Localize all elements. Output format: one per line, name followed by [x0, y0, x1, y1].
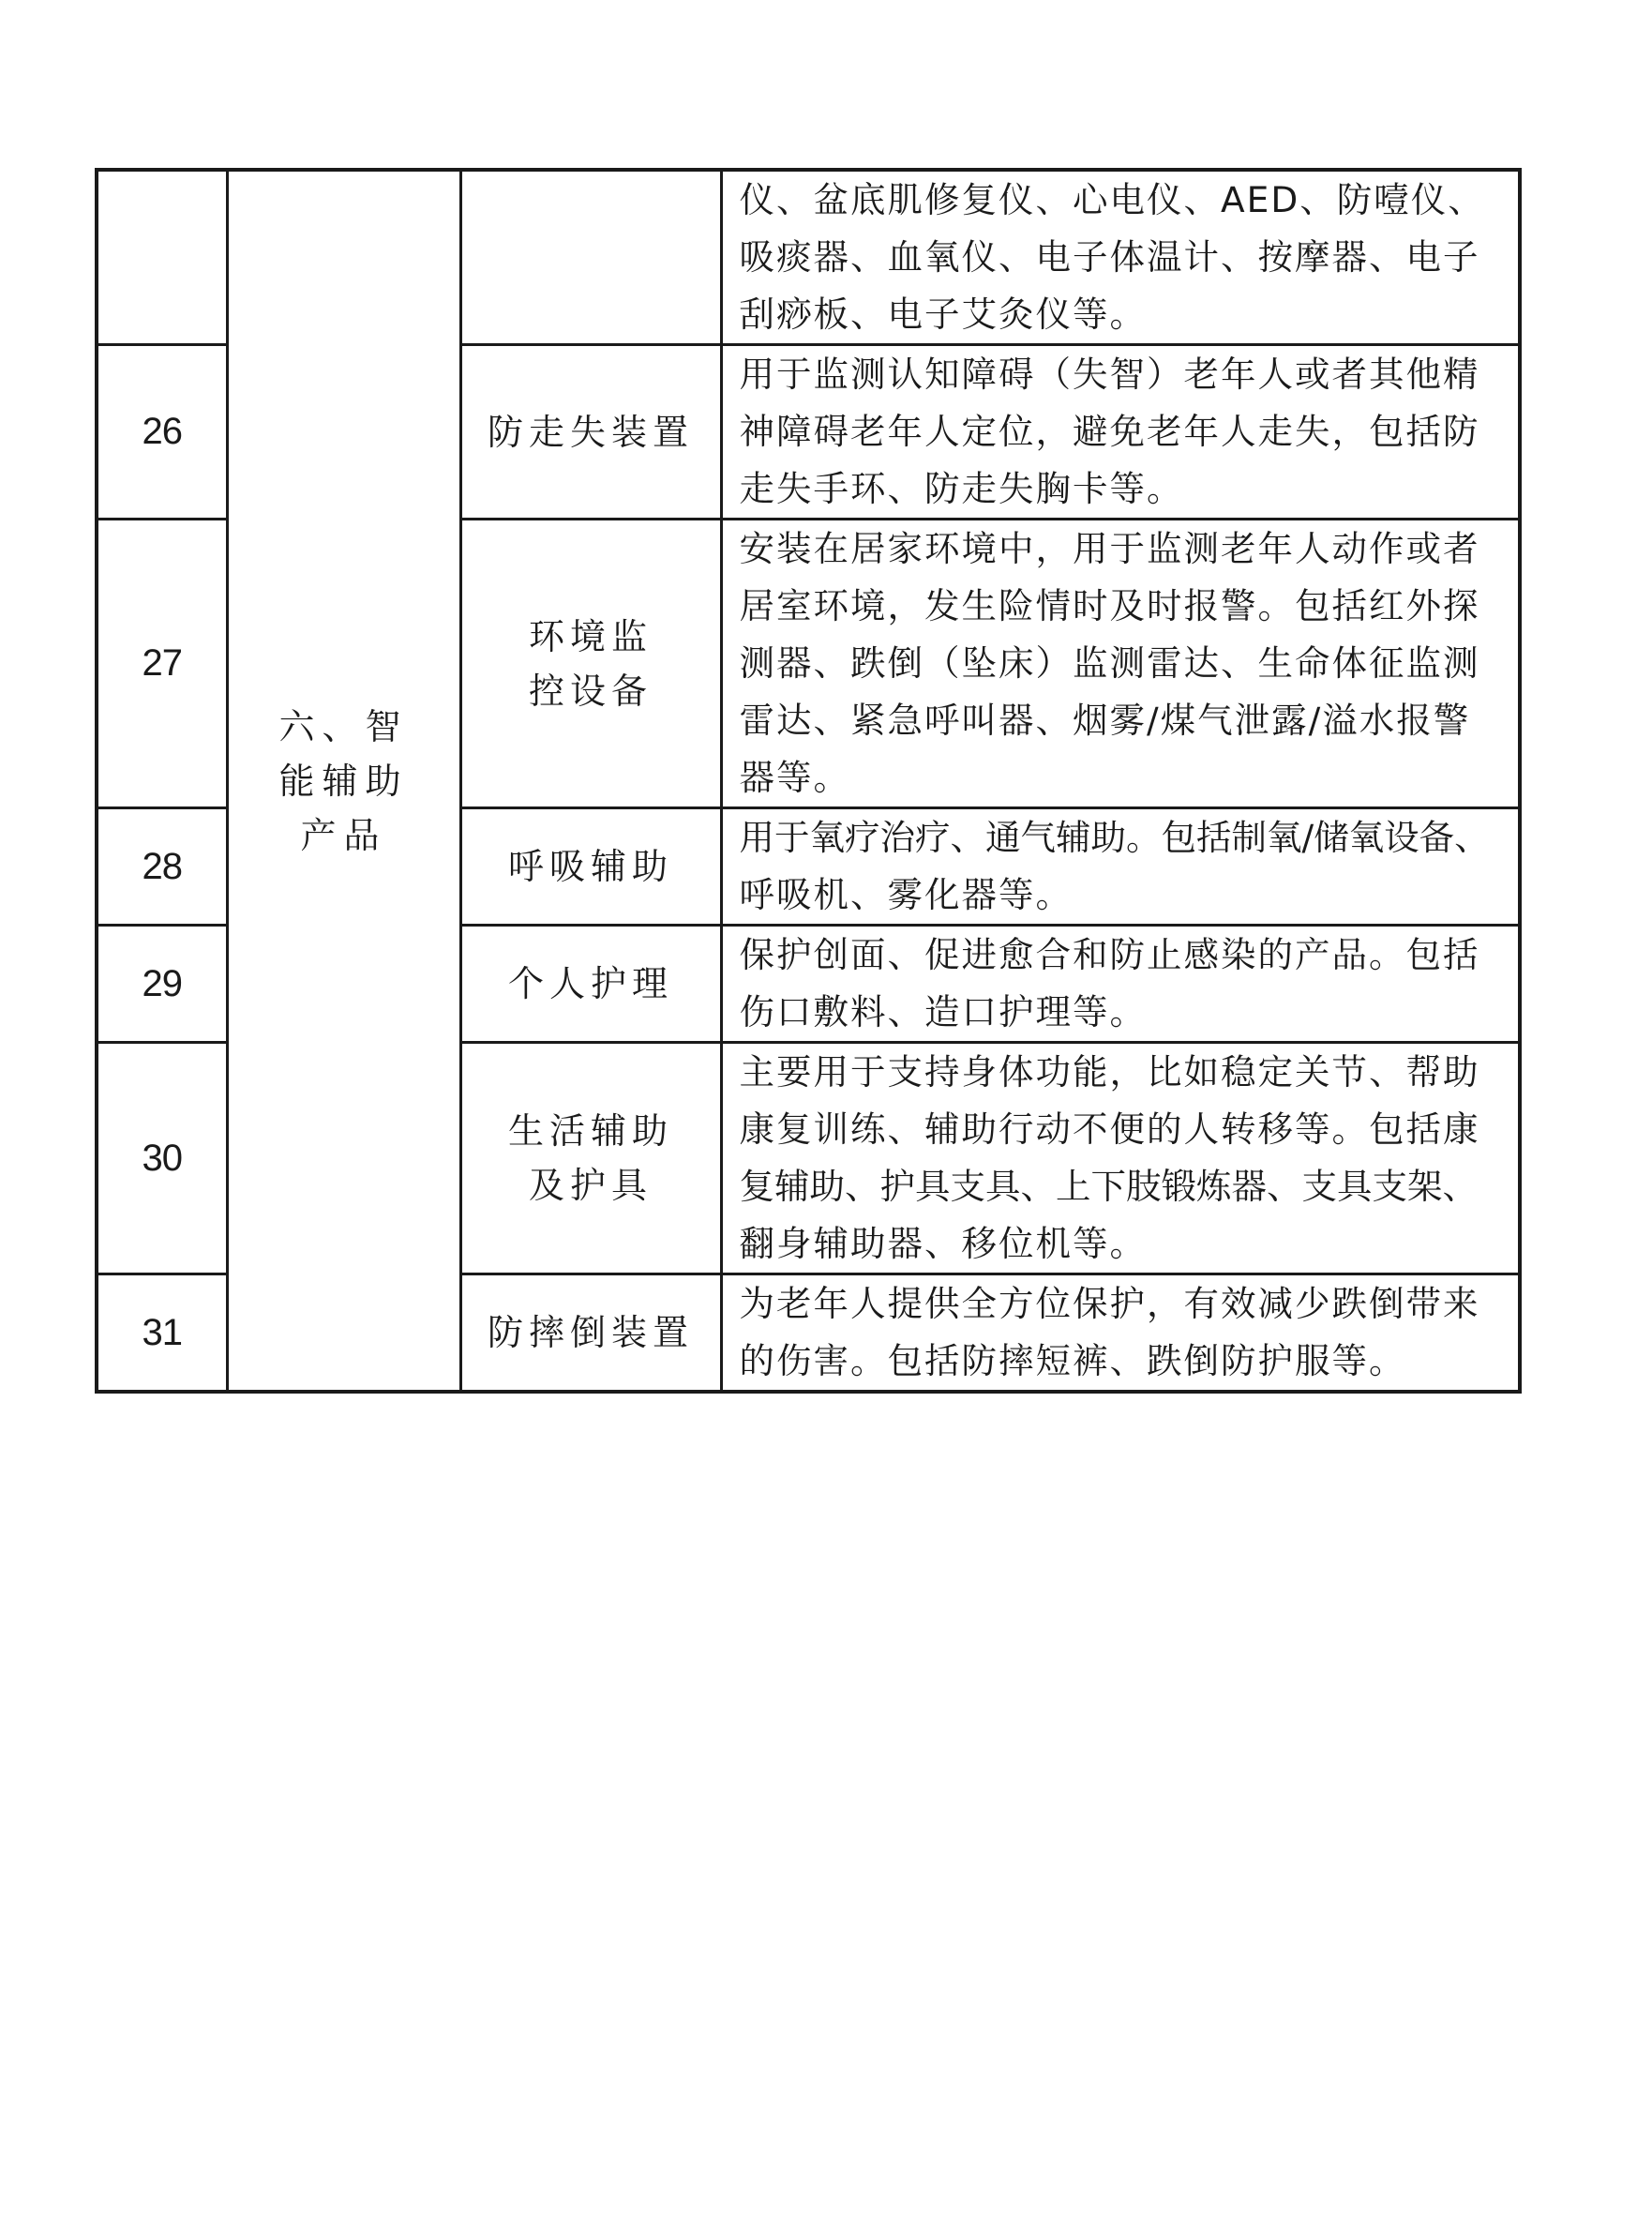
description-line: 的伤害。包括防摔短裤、跌倒防护服等。: [739, 1340, 1406, 1381]
product-description: [721, 170, 1520, 345]
description-line: 用于监测认知障碍（失智）老年人或者其他精: [739, 354, 1480, 395]
description-line: 神障碍老年人定位，避免老年人走失，包括防: [739, 411, 1480, 452]
description-line: 吸痰器、血氧仪、电子体温计、按摩器、电子: [739, 236, 1480, 278]
product-description: [721, 926, 1520, 1043]
row-number: 31: [97, 1274, 227, 1393]
category-cell: [227, 170, 460, 1392]
category-label: 六、智能辅助产品: [278, 705, 409, 856]
product-name: [460, 520, 721, 808]
product-name: 防摔倒装置: [460, 1274, 721, 1393]
description-line: 翻身辅助器、移位机等。: [739, 1223, 1147, 1264]
product-table: [95, 168, 1522, 1394]
product-name: 防走失装置: [460, 345, 721, 520]
description-line: 康复训练、辅助行动不便的人转移等。包括康: [739, 1108, 1480, 1150]
product-name: [460, 170, 721, 345]
product-description: [721, 520, 1520, 808]
description-line: 用于氧疗治疗、通气辅助。包括制氧/储氧设备、: [739, 817, 1490, 858]
product-description: [721, 808, 1520, 926]
description-line: 仪、盆底肌修复仪、心电仪、AED、防噎仪、: [739, 179, 1485, 220]
description-line: 主要用于支持身体功能，比如稳定关节、帮助: [739, 1051, 1480, 1093]
row-number: 29: [97, 926, 227, 1043]
row-number: 30: [97, 1043, 227, 1274]
description-line: 为老年人提供全方位保护，有效减少跌倒带来: [739, 1283, 1480, 1324]
product-name-label: 环境监控设备: [528, 615, 653, 712]
row-number: [97, 170, 227, 345]
row-number: 27: [97, 520, 227, 808]
description-line: 复辅助、护具支具、上下肢锻炼器、支具支架、: [739, 1166, 1478, 1207]
description-line: 测器、跌倒（坠床）监测雷达、生命体征监测: [739, 642, 1480, 684]
product-description: [721, 1274, 1520, 1393]
product-name-label: 生活辅助及护具: [507, 1110, 673, 1206]
description-line: 器等。: [739, 757, 850, 798]
row-number: 26: [97, 345, 227, 520]
description-line: 居室环境，发生险情时及时报警。包括红外探: [739, 585, 1480, 626]
description-line: 刮痧板、电子艾灸仪等。: [739, 294, 1147, 335]
table-row: [97, 170, 1520, 345]
description-line: 呼吸机、雾化器等。: [739, 874, 1073, 915]
description-line: 安装在居家环境中，用于监测老年人动作或者: [739, 528, 1480, 569]
product-description: [721, 345, 1520, 520]
description-line: 走失手环、防走失胸卡等。: [739, 468, 1184, 509]
product-description: [721, 1043, 1520, 1274]
product-name: 呼吸辅助: [460, 808, 721, 926]
description-line: 雷达、紧急呼叫器、烟雾/煤气泄露/溢水报警: [739, 700, 1471, 741]
product-name: [460, 1043, 721, 1274]
row-number: 28: [97, 808, 227, 926]
description-line: 保护创面、促进愈合和防止感染的产品。包括: [739, 934, 1480, 975]
product-name: 个人护理: [460, 926, 721, 1043]
description-line: 伤口敷料、造口护理等。: [739, 991, 1147, 1033]
